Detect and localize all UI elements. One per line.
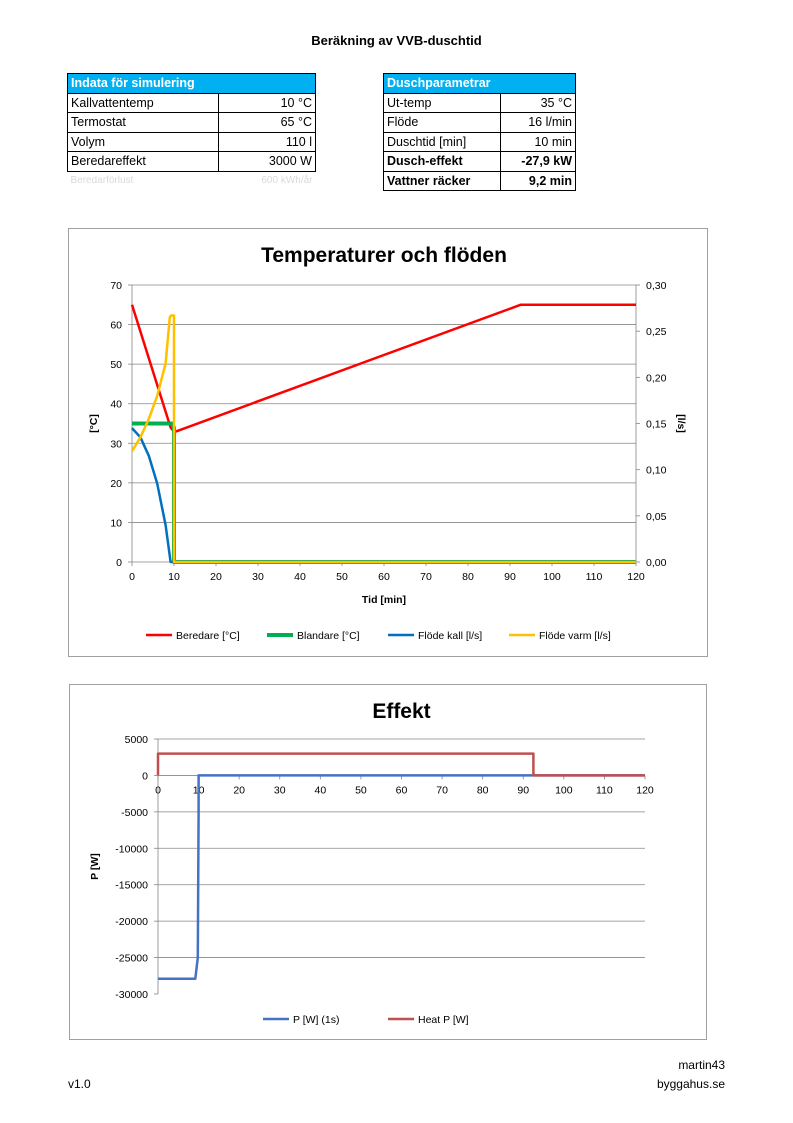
y-tick-label: 40 [110, 398, 122, 411]
row-label: Kallvattentemp [68, 93, 219, 113]
legend-entry: Flöde varm [l/s] [539, 630, 611, 642]
y-tick-label: 60 [110, 319, 122, 332]
legend-entry: Flöde kall [l/s] [418, 630, 483, 642]
x-tick-label: 10 [168, 571, 180, 583]
x-tick-label: 0 [129, 571, 135, 583]
temperature-flow-chart-svg [69, 229, 707, 656]
y2-tick-label: 0,10 [646, 464, 667, 477]
row-value: -27,9 kW [501, 152, 576, 172]
legend-entry: Blandare [°C] [297, 630, 360, 642]
x-tick-label: 90 [517, 784, 530, 797]
legend-entry: Beredare [°C] [176, 630, 240, 642]
legend-entry: Heat P [W] [418, 1014, 469, 1026]
series-line-1 [158, 775, 645, 978]
y2-axis-label: [l/s] [675, 414, 687, 433]
x-tick-label: 0 [155, 784, 161, 797]
x-tick-label: 50 [355, 784, 367, 797]
indata-table [67, 73, 316, 190]
version-label: v1.0 [68, 1077, 91, 1091]
y-tick-label: 5000 [124, 734, 148, 746]
row-value: 65 °C [219, 113, 316, 133]
y-tick-label: -5000 [121, 806, 148, 819]
x-tick-label: 10 [192, 784, 205, 797]
row-value: 9,2 min [501, 171, 576, 191]
row-value: 16 l/min [501, 113, 576, 133]
x-tick-label: 60 [395, 784, 408, 797]
y-tick-label: 0 [116, 557, 122, 569]
table-row [384, 132, 576, 152]
y-tick-label: 70 [110, 280, 122, 292]
row-label: Duschtid [min] [384, 132, 501, 152]
chart-title: Temperaturer och flöden [261, 244, 507, 267]
row-value: 35 °C [501, 93, 576, 113]
page-title: Beräkning av VVB-duschtid [311, 33, 482, 48]
series-line-2 [132, 424, 636, 563]
x-tick-label: 70 [436, 784, 448, 797]
x-tick-label: 110 [585, 571, 603, 583]
x-tick-label: 110 [596, 784, 613, 797]
y2-tick-label: 0,30 [646, 280, 667, 292]
x-tick-label: 70 [420, 571, 432, 583]
y-tick-label: -30000 [115, 989, 148, 1001]
dusch-header: Duschparametrar [384, 74, 576, 94]
x-tick-label: 40 [294, 571, 306, 583]
y2-tick-label: 0,00 [646, 557, 667, 569]
table-row [384, 93, 576, 113]
y-tick-label: 20 [110, 477, 122, 490]
row-label: Beredareffekt [68, 152, 219, 172]
y-axis-label: [°C] [88, 414, 100, 433]
x-tick-label: 30 [273, 784, 286, 797]
series-line-2 [158, 754, 645, 776]
x-tick-label: 40 [314, 784, 327, 797]
row-label: Vattner räcker [384, 171, 501, 191]
x-tick-label: 30 [252, 571, 264, 583]
row-label: Flöde [384, 113, 501, 133]
table-row [384, 113, 576, 133]
row-value: 600 kWh/år [261, 174, 313, 186]
row-value: 10 min [501, 132, 576, 152]
row-label: Dusch-effekt [384, 152, 501, 172]
row-label: Termostat [68, 113, 219, 133]
legend-entry: P [W] (1s) [293, 1014, 340, 1026]
y-axis-label: P [W] [89, 853, 101, 880]
effekt-chart-svg [70, 685, 706, 1039]
table-row [68, 132, 316, 152]
row-label: Beredarförlust [70, 174, 134, 186]
x-tick-label: 60 [378, 571, 390, 583]
x-tick-label: 120 [627, 571, 645, 583]
y-tick-label: -20000 [115, 916, 148, 929]
x-tick-label: 20 [233, 784, 246, 797]
y2-tick-label: 0,25 [646, 326, 667, 339]
x-tick-label: 80 [462, 571, 474, 583]
indata-header: Indata för simulering [68, 74, 316, 94]
temperature-flow-chart [68, 228, 708, 657]
y2-tick-label: 0,20 [646, 372, 667, 385]
y-tick-label: 10 [110, 517, 122, 530]
x-tick-label: 100 [555, 784, 573, 797]
y-tick-label: -15000 [115, 879, 148, 892]
x-axis-label: Tid [min] [361, 594, 407, 606]
x-tick-label: 100 [543, 571, 561, 583]
y-tick-label: -10000 [115, 843, 148, 856]
row-label: Ut-temp [384, 93, 501, 113]
series-line-4 [132, 316, 636, 563]
table-row-faint [68, 171, 316, 190]
effekt-chart [69, 684, 707, 1040]
y-tick-label: -25000 [115, 952, 148, 965]
chart-title: Effekt [372, 700, 431, 723]
y2-tick-label: 0,05 [646, 510, 667, 523]
row-value: 110 l [219, 132, 316, 152]
x-tick-label: 80 [476, 784, 489, 797]
row-value: 3000 W [219, 152, 316, 172]
x-tick-label: 20 [210, 571, 222, 583]
table-row [68, 152, 316, 172]
table-row [68, 113, 316, 133]
x-tick-label: 90 [504, 571, 516, 583]
x-tick-label: 50 [336, 571, 348, 583]
series-line-1 [132, 305, 636, 432]
table-row [384, 152, 576, 172]
series-line-3 [132, 428, 636, 562]
x-tick-label: 120 [636, 784, 654, 797]
table-row [384, 171, 576, 191]
row-value: 10 °C [219, 93, 316, 113]
row-label: Volym [68, 132, 219, 152]
y-tick-label: 0 [142, 770, 148, 783]
dusch-table [383, 73, 576, 191]
table-row [68, 93, 316, 113]
site-name: byggahus.se [656, 1077, 725, 1091]
y2-tick-label: 0,15 [646, 418, 667, 431]
y-tick-label: 30 [110, 438, 122, 451]
y-tick-label: 50 [110, 359, 122, 372]
author-name: martin43 [678, 1058, 725, 1072]
